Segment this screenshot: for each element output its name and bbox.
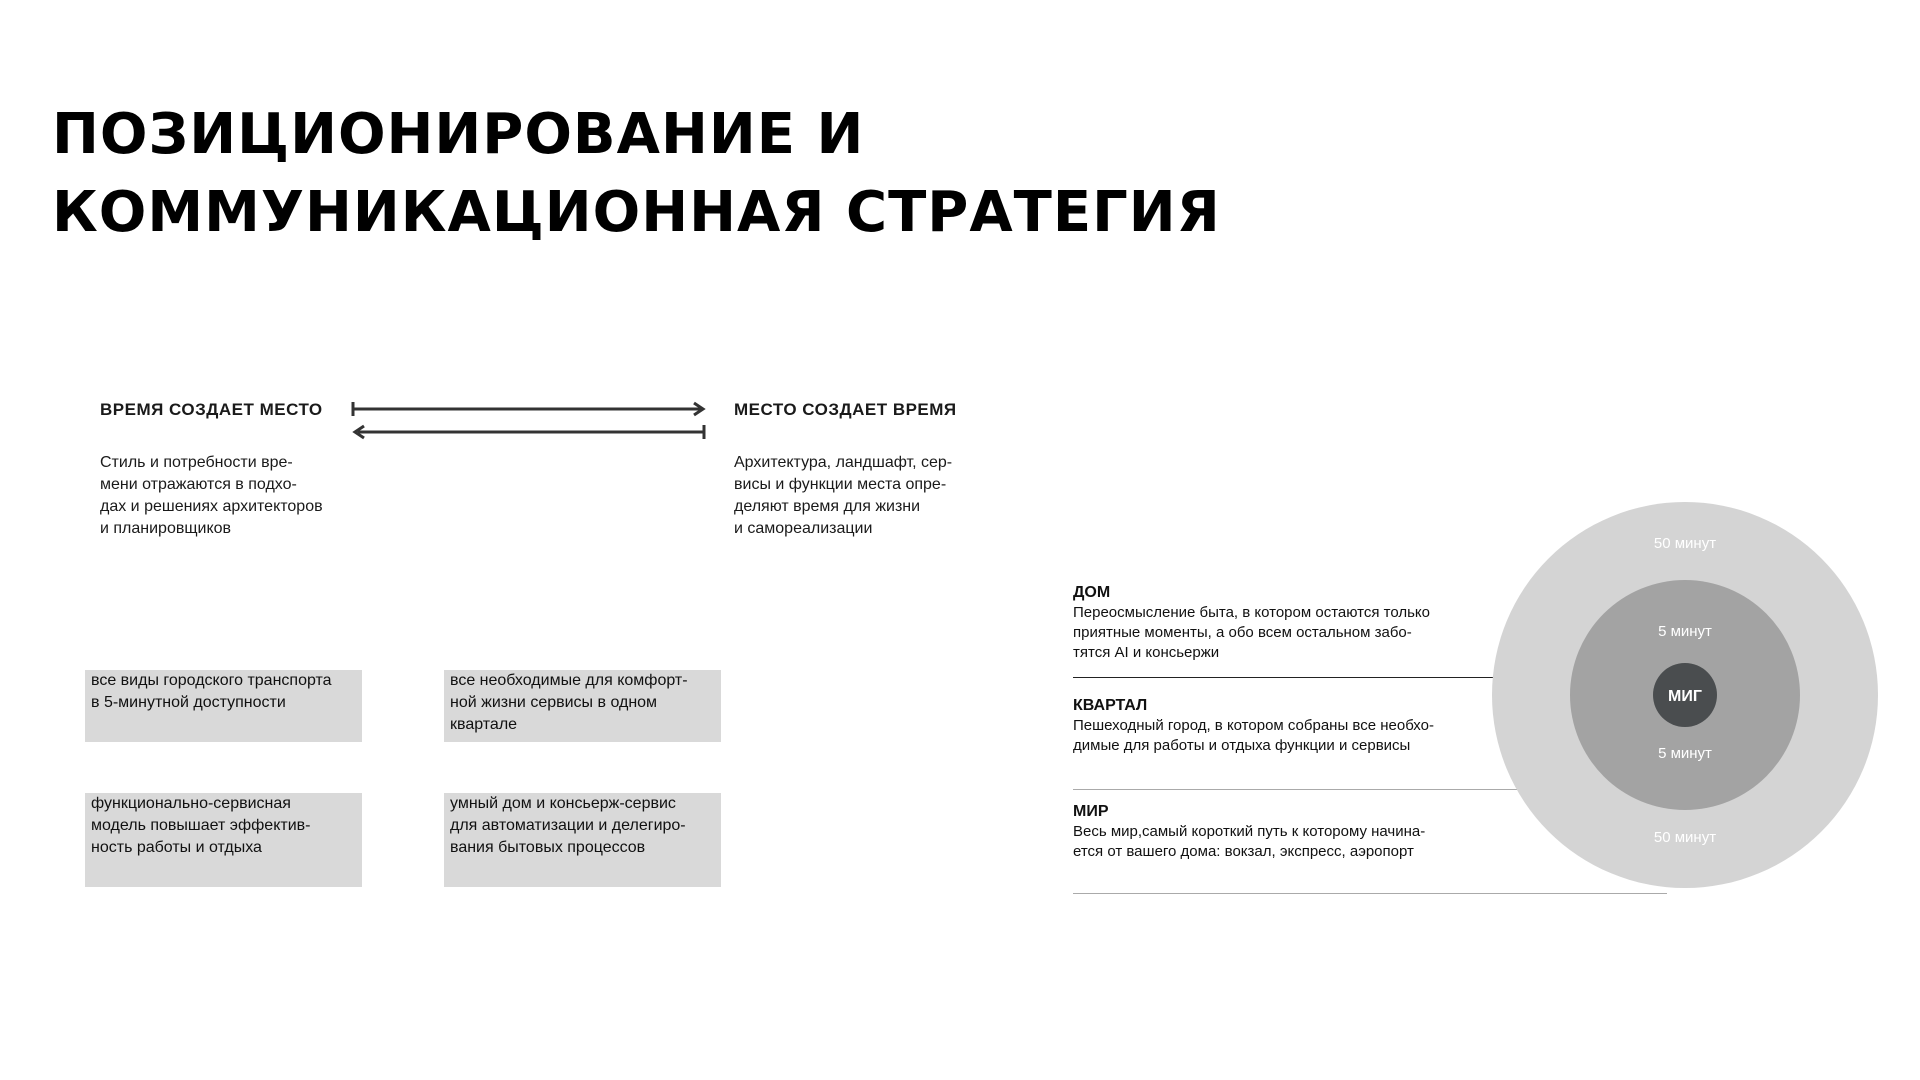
core-label: МИГ — [1668, 688, 1702, 705]
level-quarter — [1073, 696, 1473, 756]
feature-box-line: вания бытовых процессов — [450, 839, 646, 856]
feature-box-line: все виды городского транспорта — [91, 672, 332, 689]
feature-box-line: для автоматизации и делегиро- — [450, 817, 686, 834]
feature-box-smart-home — [444, 793, 721, 887]
concentric-circles-diagram — [1490, 500, 1890, 900]
right-heading: МЕСТО СОЗДАЕТ ВРЕМЯ — [734, 400, 957, 419]
left-description-line: Стиль и потребности вре- — [100, 454, 293, 471]
feature-box-line: все необходимые для комфорт- — [450, 672, 688, 689]
level-home-line: тятся AI и консьержи — [1073, 644, 1220, 661]
left-description — [100, 452, 350, 540]
level-world-title: МИР — [1073, 803, 1109, 820]
feature-box-services — [444, 670, 721, 742]
page-title-line-2: КОММУНИКАЦИОННАЯ СТРАТЕГИЯ — [52, 180, 1221, 245]
feature-box-line: функционально-сервисная — [91, 795, 291, 812]
left-description-line: дах и решениях архитекторов — [100, 498, 323, 515]
page-title-line-1: ПОЗИЦИОНИРОВАНИЕ И — [52, 102, 865, 167]
right-description-line: деляют время для жизни — [734, 498, 921, 515]
level-home-title: ДОМ — [1073, 584, 1111, 601]
page-title — [52, 96, 1221, 252]
level-quarter-line: димые для работы и отдыха функции и сервисы — [1073, 737, 1411, 754]
level-world — [1073, 802, 1473, 862]
feature-box-line: ность работы и отдыха — [91, 839, 262, 856]
left-description-line: и планировщиков — [100, 520, 232, 537]
right-description-line: и самореализации — [734, 520, 873, 537]
feature-box-line: ной жизни сервисы в одном — [450, 694, 658, 711]
outer-bottom-label: 50 минут — [1653, 829, 1717, 846]
feature-box-line: в 5-минутной доступности — [91, 694, 286, 711]
level-world-line: ется от вашего дома: вокзал, экспресс, аэропорт — [1073, 843, 1414, 860]
inner-top-label: 5 минут — [1658, 623, 1712, 640]
feature-box-transport — [85, 670, 362, 742]
level-world-line: Весь мир,самый короткий путь к которому начина- — [1073, 823, 1426, 840]
level-home-line: приятные моменты, а обо всем остальном забо- — [1073, 624, 1412, 641]
bidirectional-arrows — [346, 400, 716, 446]
level-quarter-title: КВАРТАЛ — [1073, 697, 1148, 714]
level-home — [1073, 583, 1473, 663]
right-description — [734, 452, 984, 540]
feature-box-line: умный дом и консьерж-сервис — [450, 795, 676, 812]
left-heading: ВРЕМЯ СОЗДАЕТ МЕСТО — [100, 400, 323, 419]
inner-bottom-label: 5 минут — [1658, 745, 1712, 762]
right-description-line: Архитектура, ландшафт, сер- — [734, 454, 953, 471]
feature-box-line: квартале — [450, 716, 518, 733]
right-description-line: висы и функции места опре- — [734, 476, 947, 493]
feature-box-model — [85, 793, 362, 887]
level-home-line: Переосмысление быта, в котором остаются только — [1073, 604, 1431, 621]
left-description-line: мени отражаются в подхо- — [100, 476, 297, 493]
outer-top-label: 50 минут — [1653, 535, 1717, 552]
level-quarter-line: Пешеходный город, в котором собраны все необхо- — [1073, 717, 1434, 734]
feature-box-line: модель повышает эффектив- — [91, 817, 311, 834]
